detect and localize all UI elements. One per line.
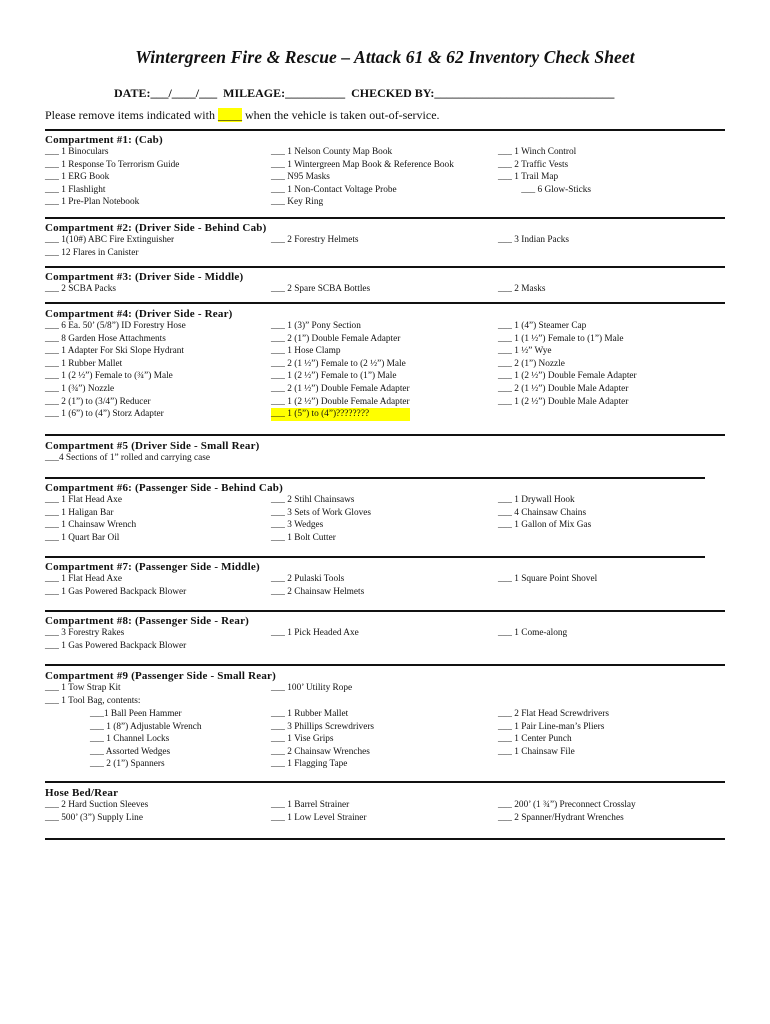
checklist-item: ___ 1 (2 ½”) Double Male Adapter [498,396,629,407]
checklist-item: ___ Key Ring [271,197,324,208]
removal-note-suffix: when the vehicle is taken out-of-service. [241,108,440,122]
section-title: Compartment #3: (Driver Side - Middle) [45,271,244,283]
checklist-item: ___ 2 Forestry Helmets [271,235,359,245]
checklist-item: ___ 1 Flat Head Axe [45,574,122,584]
divider [45,838,725,840]
tool-bag-item: ___1 Ball Peen Hammer [90,709,182,719]
tool-bag-item: ___ 1 (8”) Adjustable Wrench [90,721,202,732]
date-mileage-checked-line: DATE:___/____/___ MILEAGE:__________ CHECKED BY:______________________________ [114,86,615,100]
checklist-item: ___ 2 (1 ½”) Female to (2 ½”) Male [271,358,406,369]
checklist-item: ___ 1 Trail Map [498,172,559,183]
checklist-item: ___ 2 Pulaski Tools [271,574,345,584]
checklist-item: ___ 1 Non-Contact Voltage Probe [271,184,397,195]
checklist-item: ___ 2 (1 ½”) Double Female Adapter [271,383,410,394]
checklist-item: ___ 1 Response To Terrorism Guide [45,159,180,170]
checklist-item: ___ 8 Garden Hose Attachments [45,333,166,344]
divider [45,610,725,612]
checklist-item: ___ 1 (2 ½”) Double Female Adapter [498,371,637,382]
checklist-item: ___ 1 Bolt Cutter [271,532,336,543]
checklist-item: ___ 1 Haligan Bar [45,507,114,518]
checklist-item: ___ 2 (1”) Nozzle [498,358,565,369]
section-compartment-4 [45,308,725,420]
section-title: Hose Bed/Rear [45,787,119,799]
section-title: Compartment #1: (Cab) [45,134,163,146]
divider [45,434,725,436]
checklist-item: ___ 2 (1”) Double Female Adapter [271,333,401,344]
checklist-item: ___ 2 Chainsaw Helmets [271,586,365,597]
checklist-item: ___ 1 Pick Headed Axe [271,628,359,638]
checklist-item: ___ 1 (1 ½”) Female to (1”) Male [498,333,624,344]
checklist-item: ___ 1 Binoculars [45,147,109,157]
checklist-item: ___ 100’ Utility Rope [271,683,353,693]
checklist-item: ___ 3 Indian Packs [498,235,570,245]
checklist-item: ___ 2 Spare SCBA Bottles [271,284,371,294]
tool-bag-item: ___ 1 Channel Locks [90,734,170,745]
checklist-item: ___ 2 Traffic Vests [498,159,569,170]
tool-bag-item: ___ 1 Center Punch [498,734,572,745]
checklist-item: ___ 1 Winch Control [498,147,577,157]
checklist-item: ___ 1 Tow Strap Kit [45,683,121,693]
tool-bag-item: ___ 3 Phillips Screwdrivers [271,721,375,732]
tool-bag-item: ___ 2 (1”) Spanners [90,759,165,770]
checklist-item: ___ 2 Hard Suction Sleeves [45,800,149,810]
checklist-item: ___ 1 (2 ½”) Double Female Adapter [271,396,410,407]
tool-bag-item: ___ 2 Chainsaw Wrenches [271,746,370,757]
checklist-item: ___ 1 Gas Powered Backpack Blower [45,640,187,651]
checklist-item: ___ 1 (2 ½”) Female to (1”) Male [271,371,397,382]
section-title: Compartment #2: (Driver Side - Behind Cab) [45,222,267,234]
checklist-item: ___ 1 Square Point Shovel [498,574,598,584]
checklist-item: ___ 3 Forestry Rakes [45,628,125,638]
checklist-item: ___ 1 Adapter For Ski Slope Hydrant [45,346,184,357]
checklist-item: ___ 1(10#) ABC Fire Extinguisher [45,235,175,245]
checklist-item: ___ 1 Nelson County Map Book [271,147,393,157]
checklist-item: ___ 1 Rubber Mallet [45,358,123,369]
section-compartment-3 [45,271,725,294]
checklist-item-highlighted [271,408,410,421]
tool-bag-item: ___ 1 Chainsaw File [498,746,575,757]
page-title: Wintergreen Fire & Rescue – Attack 61 & 62 Inventory Check Sheet [135,47,635,67]
checklist-item: ___ 2 SCBA Packs [45,284,117,294]
checklist-item: ___ 3 Wedges [271,520,324,531]
checklist-item: ___ 1 Flat Head Axe [45,495,122,505]
divider [45,129,725,131]
checklist-item: ___ 1 Chainsaw Wrench [45,520,137,531]
highlighted-item-text: ___ 1 (5”) to (4”)???????? [271,409,370,420]
tool-bag-item: ___ Assorted Wedges [90,746,171,757]
section-title: Compartment #8: (Passenger Side - Rear) [45,615,250,627]
checklist-item: ___ 1 Barrel Strainer [271,800,350,810]
section-title: Compartment #4: (Driver Side - Rear) [45,308,233,320]
section-compartment-2 [45,222,725,258]
checklist-item: ___ 1 Low Level Strainer [271,812,367,823]
section-title: Compartment #7: (Passenger Side - Middle) [45,561,260,573]
section-hose-bed-rear [45,787,725,823]
checklist-item: ___4 Sections of 1” rolled and carrying case [45,453,210,463]
checklist-item: ___ 1 Tool Bag, contents: [45,695,141,706]
divider [45,266,725,268]
checklist-item: ___ 2 Masks [498,284,546,294]
tool-bag-item: ___ 1 Vise Grips [271,734,334,745]
divider [45,664,725,666]
checklist-item: ___ 500’ (3”) Supply Line [45,812,143,823]
checklist-item: ___ 1 (2 ½”) Female to (¾”) Male [45,371,173,382]
checklist-item: ___ 2 (1 ½”) Double Male Adapter [498,383,629,394]
checklist-item: ___ 12 Flares in Canister [45,247,139,258]
section-compartment-9 [45,670,725,770]
checklist-item: ___ 6 Glow-Sticks [498,184,591,195]
removal-note [45,108,440,123]
section-title: Compartment #6: (Passenger Side - Behind Cab) [45,482,283,494]
checklist-item: ___ 6 Ea. 50’ (5/8”) ID Forestry Hose [45,321,186,331]
section-compartment-5 [45,440,725,463]
checklist-item: ___ 1 (6”) to (4”) Storz Adapter [45,409,164,420]
checklist-item: ___ 1 Wintergreen Map Book & Reference Book [271,159,454,170]
tool-bag-item: ___ 1 Rubber Mallet [271,709,349,719]
checklist-item: ___ 1 Flashlight [45,184,106,195]
removal-note-text: Please remove items indicated with [45,108,218,122]
checklist-item: ___ 1 (¾”) Nozzle [45,383,115,394]
checklist-item: ___ N95 Masks [271,172,330,183]
checklist-item: ___ 1 Drywall Hook [498,495,575,505]
divider [45,781,725,783]
section-title: Compartment #5 (Driver Side - Small Rear) [45,440,260,452]
checklist-item: ___ 1 (3)” Pony Section [271,321,361,331]
checklist-item: ___ 1 (4”) Steamer Cap [498,321,587,331]
tool-bag-item: ___ 1 Flagging Tape [271,759,348,770]
checklist-item: ___ 2 Stihl Chainsaws [271,495,355,505]
checklist-item: ___ 1 ERG Book [45,172,110,183]
checklist-item: ___ 1 ½” Wye [498,346,552,357]
tool-bag-item: ___ 2 Flat Head Screwdrivers [498,709,610,719]
section-title: Compartment #9 (Passenger Side - Small Rear) [45,670,277,682]
divider [45,302,725,304]
section-compartment-6 [45,482,725,543]
highlight-marker: ____ [217,108,242,122]
section-compartment-7 [45,561,725,597]
checklist-item: ___ 1 Gallon of Mix Gas [498,520,592,531]
divider [45,477,705,479]
checklist-item: ___ 4 Chainsaw Chains [498,507,587,518]
checklist-item: ___ 2 Spanner/Hydrant Wrenches [498,812,624,823]
checklist-item: ___ 3 Sets of Work Gloves [271,507,372,518]
checklist-item: ___ 1 Hose Clamp [271,346,341,357]
section-compartment-1 [45,134,725,208]
checklist-item: ___ 1 Pre-Plan Notebook [45,197,140,208]
checklist-item: ___ 1 Gas Powered Backpack Blower [45,586,187,597]
divider [45,556,705,558]
tool-bag-item: ___ 1 Pair Line-man’s Pliers [498,721,605,732]
divider [45,217,725,219]
checklist-item: ___ 1 Quart Bar Oil [45,532,120,543]
checklist-item: ___ 200’ (1 ¾”) Preconnect Crosslay [498,800,636,810]
checklist-item: ___ 2 (1”) to (3/4”) Reducer [45,396,151,407]
checklist-item: ___ 1 Come-along [498,628,568,638]
section-compartment-8 [45,615,725,651]
